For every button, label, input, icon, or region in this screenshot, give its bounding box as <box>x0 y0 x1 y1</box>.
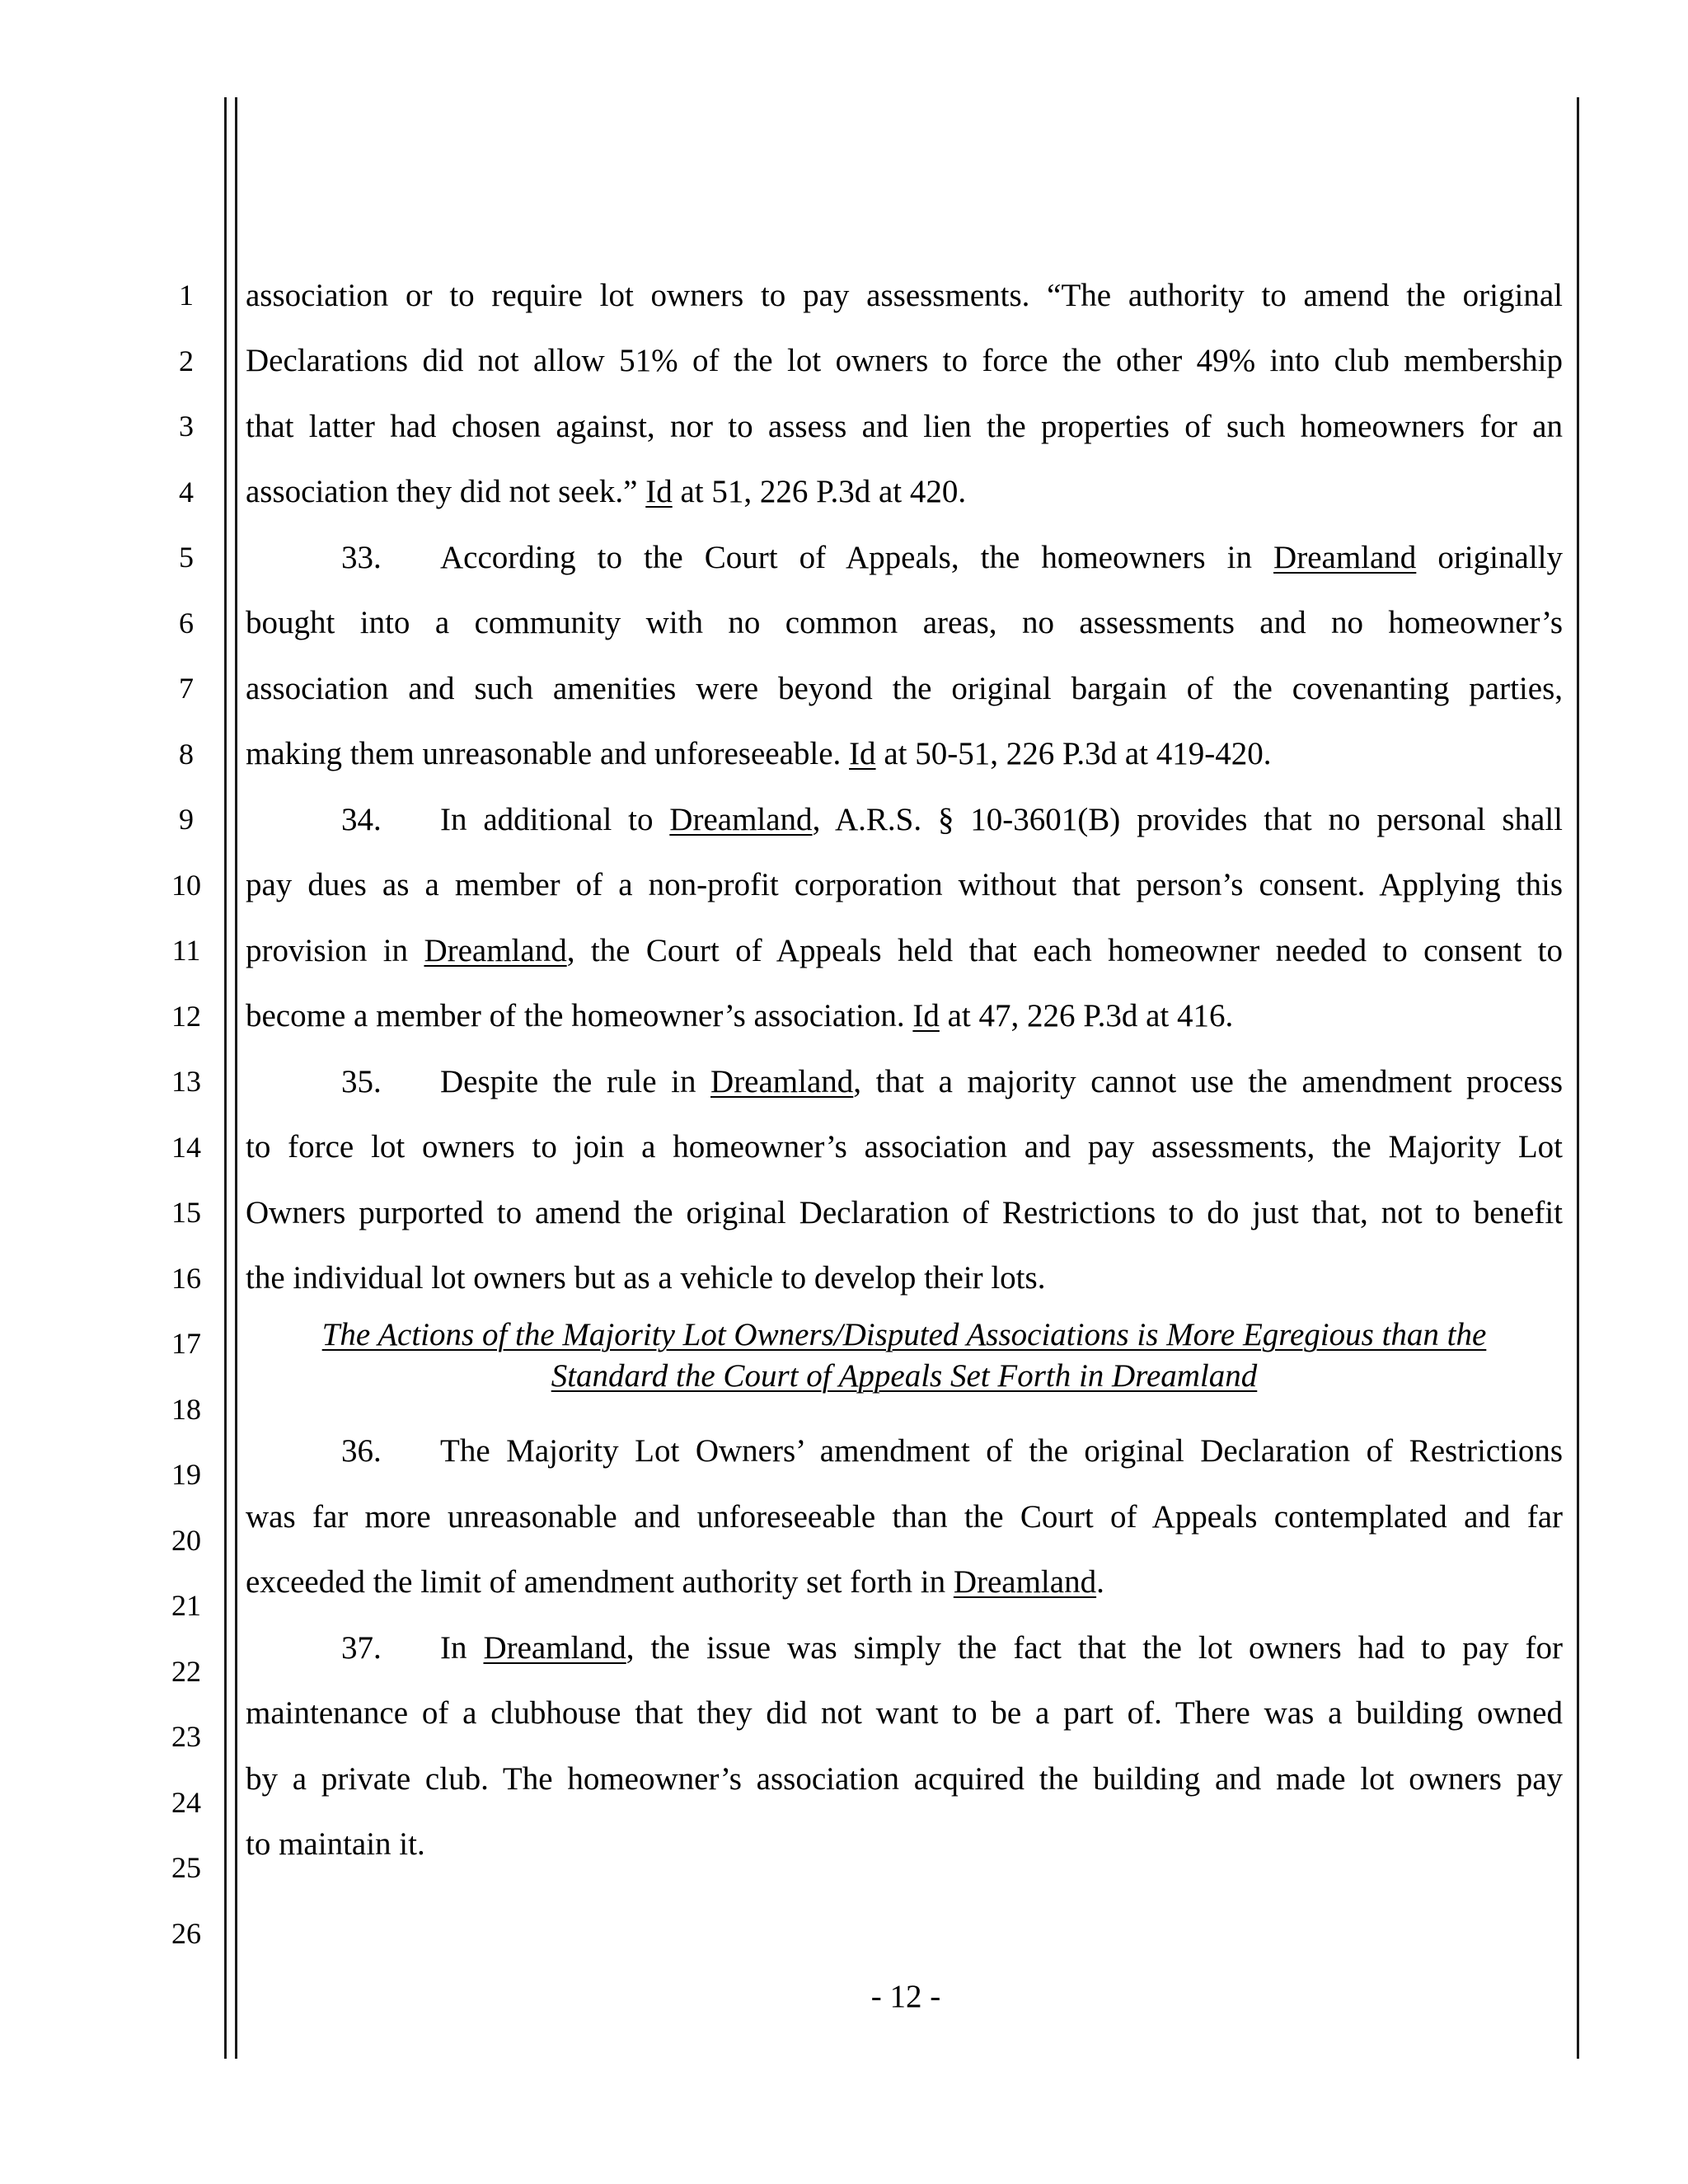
paragraph-number: 35. <box>341 1064 382 1099</box>
text-line: association they did not seek.” Id at 51, 226 P.3d at 420. <box>246 474 967 509</box>
line-number: 6 <box>179 607 194 640</box>
case-name: Dreamland <box>669 802 813 837</box>
case-name: Dreamland <box>483 1630 626 1666</box>
text-line: the individual lot owners but as a vehicle to develop their lots. <box>246 1260 1046 1296</box>
line-number: 13 <box>171 1065 201 1098</box>
case-name: Dreamland <box>424 933 567 968</box>
text-line: maintenance of a clubhouse that they did not want to be a part of. There was a building owned <box>246 1695 1563 1731</box>
line-number: 26 <box>171 1917 201 1950</box>
right-margin-rule <box>1577 97 1579 2059</box>
line-number: 2 <box>179 344 194 377</box>
line-number: 23 <box>171 1720 201 1753</box>
line-number: 3 <box>179 410 194 443</box>
heading-line: The Actions of the Majority Lot Owners/Disputed Associations is More Egregious than the <box>321 1317 1487 1352</box>
paragraph-number: 37. <box>341 1630 382 1666</box>
line-number: 24 <box>171 1786 201 1819</box>
text-line: was far more unreasonable and unforeseeable than the Court of Appeals contemplated and far <box>246 1499 1563 1535</box>
line-number: 19 <box>171 1458 201 1491</box>
citation-id: Id <box>912 998 940 1033</box>
case-name: Dreamland <box>710 1064 854 1099</box>
text-line: 34. In additional to Dreamland, A.R.S. § 10-3601(B) provides that no personal shall <box>341 802 1563 837</box>
text-line: to maintain it. <box>246 1826 425 1862</box>
citation-id: Id <box>645 474 673 509</box>
paragraph-number: 36. <box>341 1433 382 1469</box>
citation-id: Id <box>849 736 876 771</box>
paragraph-number: 34. <box>341 802 382 837</box>
line-number: 14 <box>171 1131 201 1164</box>
text-line: by a private club. The homeowner’s association acquired the building and made lot owners pay <box>246 1761 1563 1797</box>
line-number: 21 <box>171 1589 201 1622</box>
text-line: that latter had chosen against, nor to assess and lien the properties of such homeowners for an <box>246 409 1563 444</box>
paragraph-number: 33. <box>341 540 382 575</box>
line-number: 4 <box>179 476 194 509</box>
line-number: 20 <box>171 1524 201 1557</box>
left-margin-rule <box>224 97 227 2059</box>
text-line: become a member of the homeowner’s association. Id at 47, 226 P.3d at 416. <box>246 998 1234 1033</box>
text-line: 35. Despite the rule in Dreamland, that a majority cannot use the amendment process <box>341 1064 1564 1099</box>
line-number: 9 <box>179 803 194 836</box>
line-number: 10 <box>171 869 201 902</box>
heading-line: Standard the Court of Appeals Set Forth in Dreamland <box>551 1358 1258 1394</box>
text-line: 36. The Majority Lot Owners’ amendment of the original Declaration of Restrictions <box>341 1433 1563 1469</box>
line-number: 1 <box>179 279 194 312</box>
line-number: 17 <box>171 1327 201 1360</box>
line-number: 22 <box>171 1655 201 1688</box>
text-line: association and such amenities were beyond the original bargain of the covenanting parties, <box>246 671 1563 706</box>
text-line: 37. In Dreamland, the issue was simply the fact that the lot owners had to pay for <box>341 1630 1563 1666</box>
case-name: Dreamland <box>1273 540 1417 575</box>
line-number: 16 <box>171 1262 201 1295</box>
text-line: pay dues as a member of a non-profit corporation without that person’s consent. Applying this <box>246 867 1563 902</box>
case-name: Dreamland <box>953 1564 1097 1600</box>
line-number: 25 <box>171 1851 201 1884</box>
text-line: Declarations did not allow 51% of the lot owners to force the other 49% into club membership <box>246 343 1563 378</box>
line-number: 5 <box>179 541 194 574</box>
line-number: 11 <box>171 934 201 967</box>
text-line: exceeded the limit of amendment authority set forth in Dreamland. <box>246 1564 1104 1600</box>
line-number: 7 <box>179 672 194 705</box>
text-line: Owners purported to amend the original Declaration of Restrictions to do just that, not to benefit <box>246 1195 1563 1230</box>
line-number: 15 <box>171 1196 201 1229</box>
line-number: 12 <box>171 1000 201 1033</box>
text-line: bought into a community with no common areas, no assessments and no homeowner’s <box>246 605 1563 640</box>
text-line: provision in Dreamland, the Court of Appeals held that each homeowner needed to consent to <box>246 933 1564 968</box>
text-line: to force lot owners to join a homeowner’s association and pay assessments, the Majority Lot <box>246 1129 1563 1165</box>
left-margin-rule-inner <box>235 97 237 2059</box>
line-number: 8 <box>179 738 194 771</box>
section-heading <box>246 1315 1563 1397</box>
text-line: 33. According to the Court of Appeals, the homeowners in Dreamland originally <box>341 540 1564 575</box>
line-number: 18 <box>171 1393 201 1426</box>
page-number: - 12 - <box>870 1979 941 2014</box>
text-line: making them unreasonable and unforeseeable. Id at 50-51, 226 P.3d at 419-420. <box>246 736 1272 771</box>
text-line: association or to require lot owners to pay assessments. “The authority to amend the original <box>246 278 1563 313</box>
